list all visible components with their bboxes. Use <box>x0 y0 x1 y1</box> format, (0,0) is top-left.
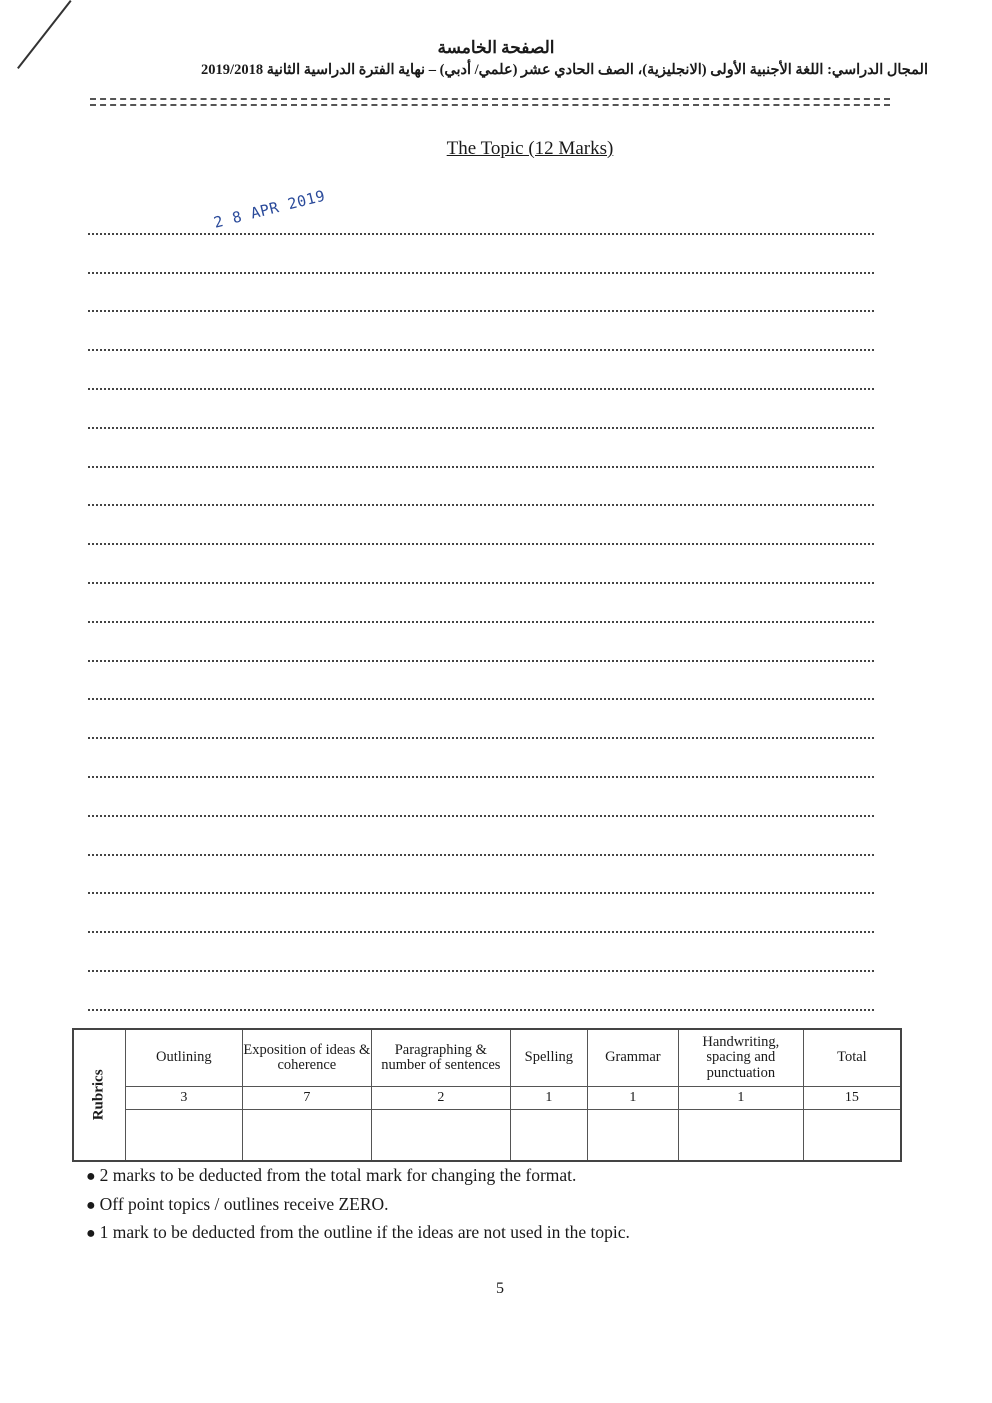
answer-line[interactable] <box>88 584 874 623</box>
subject-line: المجال الدراسي: اللغة الأجنبية الأولى (الانجليزية)، الصف الحادي عشر (علمي/ أدبي) – نهاية الفترة الدراسية الثانية 2019/2018 <box>201 62 928 78</box>
rubric-marks-spelling: 1 <box>510 1087 587 1110</box>
rubric-col-total: Total <box>803 1029 901 1087</box>
rubric-col-paragraphing: Paragraphing & number of sentences <box>371 1029 510 1087</box>
note-item <box>86 1219 906 1248</box>
bullet-icon: ● <box>86 1225 96 1242</box>
answer-line[interactable] <box>88 856 874 895</box>
rubric-marks-handwriting: 1 <box>678 1087 803 1110</box>
rubric-score-entry-row <box>73 1110 901 1162</box>
score-entry-paragraphing[interactable] <box>371 1110 510 1162</box>
topic-title: The Topic (12 Marks) <box>446 138 614 159</box>
answer-line[interactable] <box>88 933 874 972</box>
note-item <box>86 1162 906 1191</box>
rubric-col-outlining: Outlining <box>125 1029 242 1087</box>
answer-line[interactable] <box>88 429 874 468</box>
rubric-marks-row <box>73 1087 901 1110</box>
bullet-icon: ● <box>86 1196 96 1214</box>
answer-line[interactable] <box>88 739 874 778</box>
score-entry-spelling[interactable] <box>510 1110 587 1162</box>
score-entry-exposition[interactable] <box>242 1110 371 1162</box>
answer-line[interactable] <box>88 312 874 351</box>
answer-line[interactable] <box>88 351 874 390</box>
answer-line[interactable] <box>88 623 874 662</box>
note-text: 1 mark to be deducted from the outline if the ideas are not used in the topic. <box>99 1222 630 1242</box>
answer-line[interactable] <box>88 196 874 235</box>
rubric-col-exposition: Exposition of ideas & coherence <box>242 1029 371 1087</box>
rubric-table <box>72 1028 902 1162</box>
score-entry-grammar[interactable] <box>587 1110 678 1162</box>
score-entry-handwriting[interactable] <box>678 1110 803 1162</box>
bullet-icon: ● <box>86 1168 96 1185</box>
answer-line[interactable] <box>88 235 874 274</box>
rubric-side-label-cell <box>73 1029 125 1161</box>
rubric-side-label: Rubrics <box>90 1069 107 1121</box>
rubric-col-spelling: Spelling <box>510 1029 587 1087</box>
rubric-col-grammar: Grammar <box>587 1029 678 1087</box>
answer-line[interactable] <box>88 468 874 507</box>
answer-line[interactable] <box>88 274 874 313</box>
answer-line[interactable] <box>88 700 874 739</box>
note-text: Off point topics / outlines receive ZERO. <box>99 1193 389 1214</box>
header-divider <box>90 104 890 106</box>
answer-line[interactable] <box>88 545 874 584</box>
marking-notes <box>86 1162 906 1248</box>
rubric-marks-grammar: 1 <box>587 1087 678 1110</box>
page-label: الصفحة الخامسة <box>437 38 555 57</box>
answer-line[interactable] <box>88 662 874 701</box>
score-entry-total[interactable] <box>803 1110 901 1162</box>
answer-line[interactable] <box>88 894 874 933</box>
note-item <box>86 1191 906 1220</box>
rubric-marks-outlining: 3 <box>125 1087 242 1110</box>
rubric-header-row <box>73 1029 901 1087</box>
page-number: 5 <box>496 1280 504 1297</box>
rubric-marks-total: 15 <box>803 1087 901 1110</box>
answer-line[interactable] <box>88 817 874 856</box>
date-stamp: 2 8 APR 2019 <box>211 186 328 232</box>
header-divider <box>90 98 890 100</box>
rubric-marks-paragraphing: 2 <box>371 1087 510 1110</box>
answer-line[interactable] <box>88 506 874 545</box>
score-entry-outlining[interactable] <box>125 1110 242 1162</box>
answer-lines-area <box>88 196 874 1011</box>
rubric-marks-exposition: 7 <box>242 1087 371 1110</box>
answer-line[interactable] <box>88 972 874 1011</box>
rubric-col-handwriting: Handwriting, spacing and punctuation <box>678 1029 803 1087</box>
answer-line[interactable] <box>88 390 874 429</box>
answer-line[interactable] <box>88 778 874 817</box>
note-text: 2 marks to be deducted from the total mark for changing the format. <box>99 1165 577 1185</box>
scan-corner-mark <box>17 0 72 69</box>
